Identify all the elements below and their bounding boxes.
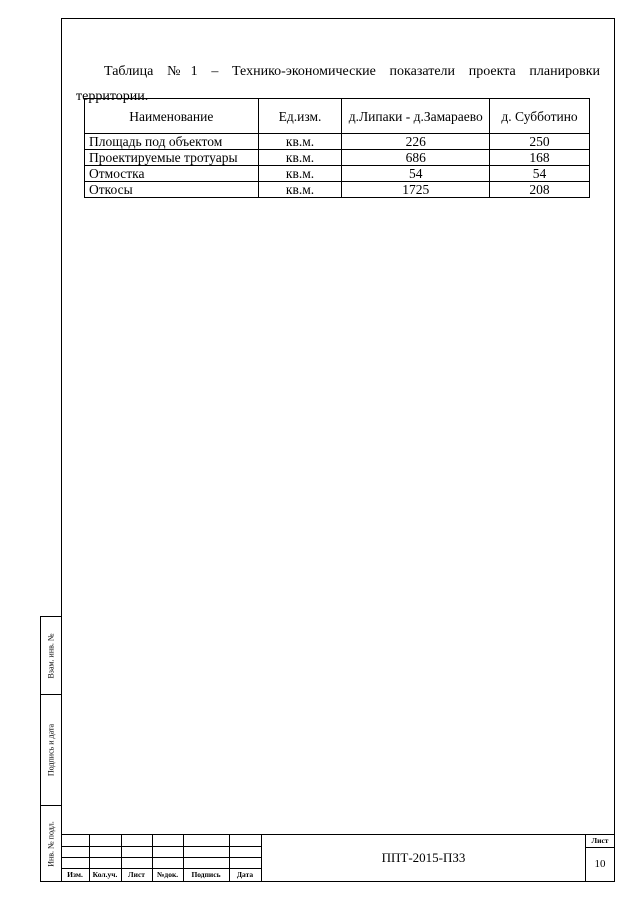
sheet-cell — [585, 835, 614, 881]
stamp-label-data: Дата — [236, 870, 254, 879]
row-name: Откосы — [85, 182, 259, 198]
header-lipaki: д.Липаки - д.Замараево — [342, 99, 490, 134]
header-name: Наименование — [85, 99, 259, 134]
document-code-text: ППТ-2015-ПЗ3 — [381, 850, 466, 865]
stamp-label-izm: Изм. — [67, 870, 83, 879]
row-name: Отмостка — [85, 166, 259, 182]
side-stamp — [40, 616, 61, 882]
row-value-subbotino: 54 — [490, 166, 590, 182]
table-row — [85, 166, 590, 182]
indicators-table — [84, 98, 590, 198]
side-cell-vzam — [41, 617, 61, 695]
row-unit: кв.м. — [258, 134, 342, 150]
table-row — [85, 134, 590, 150]
side-cell-inv — [41, 806, 61, 881]
table-row — [85, 150, 590, 166]
sheet-number: 10 — [594, 858, 606, 870]
row-value-lipaki: 1725 — [342, 182, 490, 198]
side-label-podpis: Подпись и дата — [46, 723, 56, 777]
stamp-label-podpis: Подпись — [191, 870, 221, 879]
row-unit: кв.м. — [258, 150, 342, 166]
side-label-inv: Инв. № подл. — [46, 820, 56, 867]
row-value-subbotino: 168 — [490, 150, 590, 166]
table-caption: Таблица №1 – Технико-экономические показатели проекта планировки территории. — [76, 64, 600, 104]
stamp-label-ndok: №док. — [156, 870, 179, 879]
table-header-row — [85, 99, 590, 134]
row-unit: кв.м. — [258, 166, 342, 182]
stamp-grid — [61, 835, 261, 881]
row-unit: кв.м. — [258, 182, 342, 198]
stamp-label-list: Лист — [128, 870, 145, 879]
row-value-lipaki: 226 — [342, 134, 490, 150]
row-value-subbotino: 250 — [490, 134, 590, 150]
side-cell-podpis — [41, 695, 61, 806]
row-value-subbotino: 208 — [490, 182, 590, 198]
row-name: Проектируемые тротуары — [85, 150, 259, 166]
row-name: Площадь под объектом — [85, 134, 259, 150]
side-label-vzam: Взам. инв. № — [46, 632, 56, 679]
sheet-label: Лист — [586, 835, 614, 848]
stamp-label-koluch: Кол.уч. — [92, 870, 118, 879]
document-code — [261, 835, 585, 881]
row-value-lipaki: 54 — [342, 166, 490, 182]
header-subbotino: д. Субботино — [490, 99, 590, 134]
title-block — [61, 834, 615, 882]
table-row — [85, 182, 590, 198]
row-value-lipaki: 686 — [342, 150, 490, 166]
header-unit: Ед.изм. — [258, 99, 342, 134]
